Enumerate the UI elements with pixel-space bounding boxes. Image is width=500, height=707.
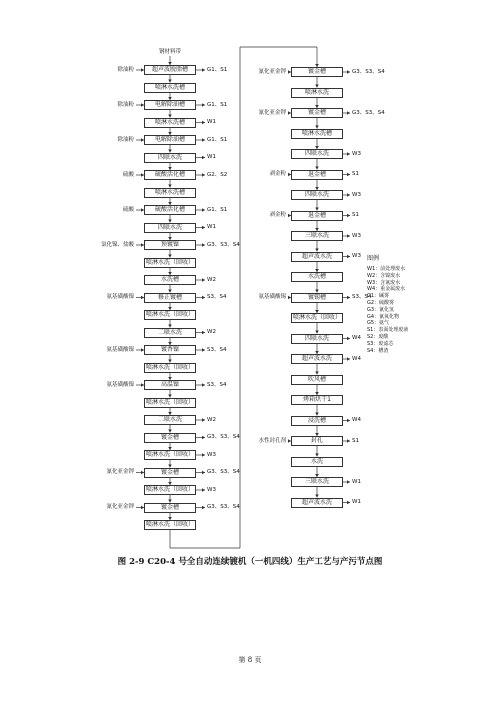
process-box: 四联水洗 [291, 149, 343, 159]
process-box: 喷淋水洗 [291, 88, 343, 98]
input-material-label: 氨基磺酸镍 [106, 346, 134, 353]
process-box: 电解除油槽 [144, 100, 196, 110]
process-box: 喷淋水洗（回收） [145, 363, 194, 371]
emission-label: W2 [207, 276, 216, 283]
input-material-label: 氨基磺酸镍 [106, 294, 134, 300]
emission-label: S3、S4 [352, 294, 372, 300]
emission-label: W3 [352, 253, 361, 259]
input-material-label: 剥金粉 [269, 212, 286, 218]
arrow-head [347, 152, 350, 156]
process-box: 四联水洗 [144, 153, 196, 163]
input-material-label: 除油粉 [117, 136, 134, 143]
process-box: 四联水洗 [291, 190, 343, 200]
emission-label: G2、S2 [207, 171, 228, 178]
emission-label: W2 [207, 416, 216, 423]
arrow-head [202, 68, 205, 72]
arrow-head [347, 173, 350, 177]
process-box: 喷淋水洗（回收） [145, 311, 194, 318]
arrow-head [202, 453, 205, 457]
input-material-label: 硫酸 [122, 206, 134, 213]
process-box: 修正镀槽 [144, 293, 196, 303]
emission-label: W4 [352, 417, 361, 423]
process-box: 水洗槽 [144, 275, 196, 285]
process-box: 水洗槽 [291, 272, 343, 282]
process-box: 镀金槽 [291, 108, 343, 118]
arrow-head [202, 173, 205, 177]
process-box: 超声波水洗 [291, 252, 343, 262]
arrow-head [202, 383, 205, 387]
emission-label: W3 [352, 191, 361, 198]
start-material-label: 钢材料带 [158, 49, 181, 55]
legend-title: 图例 [367, 255, 380, 262]
legend-item: S4：槽渣 [367, 347, 389, 354]
legend-item: G3：氰化氢 [367, 306, 395, 313]
input-material-label: 氨基磺酸镍 [106, 381, 134, 388]
process-box: 超声波脱脂槽 [144, 65, 196, 75]
legend-item: G4：氰氧化物 [367, 313, 400, 320]
process-box: 四联水洗 [144, 223, 196, 233]
process-box: 三联水洗 [291, 477, 343, 487]
process-box: 喷淋水洗槽 [144, 118, 196, 128]
process-box: 水洗 [291, 457, 343, 467]
process-box: 喷淋水洗（回收） [145, 258, 194, 266]
process-box: 硫酸活化槽 [144, 170, 196, 180]
arrow-head [347, 193, 350, 197]
emission-label: G1、S1 [207, 101, 228, 108]
emission-label: G3、S3、S4 [207, 504, 240, 510]
process-box: 退金槽 [291, 211, 343, 221]
arrow-head [347, 234, 350, 238]
arrow-head [202, 278, 205, 282]
emission-label: W3 [352, 232, 361, 239]
process-box: 喷淋水洗（回收） [292, 314, 341, 321]
legend [367, 266, 408, 354]
arrow-head [202, 208, 205, 212]
legend-item: W4：重金属废水 [367, 286, 406, 293]
process-box: 喷淋水洗（回收） [145, 398, 194, 406]
emission-label: G3、S3、S4 [352, 109, 385, 116]
emission-label: W3 [352, 150, 361, 157]
process-box: 镀金槽 [144, 503, 196, 513]
emission-label: S1 [352, 212, 359, 218]
arrow-head [202, 103, 205, 107]
emission-label: G1、S1 [207, 136, 228, 143]
legend-item: G1：碱雾 [367, 293, 390, 300]
input-material-label: 氰化亚金钾 [258, 68, 286, 75]
input-material-label: 硫酸 [122, 171, 134, 178]
emission-label: W3 [207, 486, 216, 493]
emission-label: W2 [207, 329, 216, 335]
emission-label: W4 [352, 355, 361, 362]
arrow-head [347, 357, 350, 361]
process-box: 四联水洗 [291, 334, 343, 344]
arrow-head [202, 243, 205, 247]
legend-item: S1：表面处理废液 [367, 327, 409, 334]
process-box: 镀金槽 [144, 468, 196, 478]
input-material-label: 氯化镍、盐酸 [100, 241, 134, 248]
emission-label: W1 [352, 499, 361, 505]
process-box: 喷淋水洗（回收） [145, 451, 194, 458]
emission-label: W1 [207, 119, 216, 125]
emission-label: W1 [352, 478, 361, 485]
legend-item: G2：硫酸雾 [367, 299, 395, 306]
input-material-label: 氰化亚金钾 [106, 504, 134, 510]
arrow-head [347, 419, 350, 423]
arrow-head [202, 506, 205, 510]
arrow-head [202, 121, 205, 125]
process-box: 三联水洗 [291, 231, 343, 241]
arrow-head [202, 138, 205, 142]
emission-label: G1、S1 [207, 206, 228, 213]
process-box: 预镀镍 [144, 240, 196, 250]
input-material-label: 除油粉 [117, 66, 134, 73]
process-box: 喷淋水洗槽 [291, 129, 343, 139]
process-box: 硫酸活化槽 [144, 205, 196, 215]
emission-label: S1 [352, 171, 359, 177]
arrow-head [347, 255, 350, 259]
arrow-head [347, 111, 350, 115]
arrow-head [347, 480, 350, 484]
process-box: 烤箱烘干1 [291, 395, 343, 405]
arrow-head [202, 471, 205, 475]
input-material-label: 除油粉 [117, 101, 134, 108]
process-box: 喷淋水洗槽 [144, 188, 196, 198]
legend-item: S3：废滤芯 [367, 340, 394, 347]
emission-label: G3、S3、S4 [352, 68, 385, 75]
arrow-head [202, 156, 205, 160]
process-box: 电解除油槽 [144, 135, 196, 145]
emission-label: W1 [207, 224, 216, 230]
arrow-head [202, 296, 205, 300]
input-material-label: 水性封孔剂 [258, 437, 286, 444]
process-box: 二联水洗 [144, 415, 196, 425]
arrow-head [347, 70, 350, 74]
arrow-head [347, 337, 350, 341]
arrow-head [347, 439, 350, 443]
arrow-head [347, 296, 350, 300]
process-box: 高温镍 [144, 380, 196, 390]
legend-item: W2：含镍废水 [367, 272, 401, 279]
legend-item: W3：含氰废水 [367, 279, 401, 286]
emission-label: S1 [352, 437, 359, 444]
emission-label: G3、S3、S4 [207, 469, 240, 475]
emission-label: G3、S3、S4 [207, 241, 240, 248]
emission-label: W3 [207, 451, 216, 458]
emission-label: S3、S4 [207, 294, 227, 300]
arrow-head [202, 488, 205, 492]
arrow-head [202, 226, 205, 230]
legend-item: W1：前处理废水 [367, 266, 406, 272]
input-material-label: 剥金粉 [269, 171, 286, 177]
emission-label: G3、S3、S4 [207, 434, 240, 440]
arrow-head [202, 348, 205, 352]
input-material-label: 氰化亚金钾 [106, 469, 134, 475]
process-box: 退金槽 [291, 170, 343, 180]
input-material-label: 氨基磺酸锡 [258, 294, 286, 300]
process-box: 二联水洗 [144, 328, 196, 338]
arrow-head [347, 501, 350, 505]
process-box: 喷淋水洗（回收） [145, 486, 194, 493]
page-number: 第 8 页 [238, 656, 262, 664]
process-box: 镀香镍 [144, 345, 196, 355]
emission-label: S3、S4 [207, 381, 227, 388]
process-box: 镀锡槽 [291, 293, 343, 303]
process-box: 镀金槽 [291, 67, 343, 77]
legend-item: G5：氨气 [367, 320, 390, 327]
arrow-head [347, 214, 350, 218]
input-material-label: 氰化亚金钾 [258, 109, 286, 116]
emission-label: G1、S1 [207, 66, 228, 73]
process-box: 喷淋水洗槽 [144, 83, 196, 93]
arrow-head [202, 331, 205, 335]
process-box: 浸洗槽 [291, 416, 343, 426]
legend-item: S2：废酸 [367, 333, 389, 340]
process-box: 喷淋水洗（回收） [145, 521, 194, 528]
process-box: 镀金槽 [144, 433, 196, 443]
arrow-head [202, 436, 205, 440]
emission-label: W4 [352, 335, 361, 341]
process-box: 超声波水洗 [291, 354, 343, 364]
process-box: 吹风槽 [291, 375, 343, 385]
arrow-head [202, 418, 205, 422]
emission-label: W1 [207, 154, 216, 160]
figure-caption: 图 2-9 C20-4 号全自动连续镀机（一机四线）生产工艺与产污节点图 [117, 557, 383, 567]
process-box: 超声波水洗 [291, 498, 343, 508]
emission-label: S3、S4 [207, 346, 227, 353]
process-box: 封孔 [291, 436, 343, 446]
